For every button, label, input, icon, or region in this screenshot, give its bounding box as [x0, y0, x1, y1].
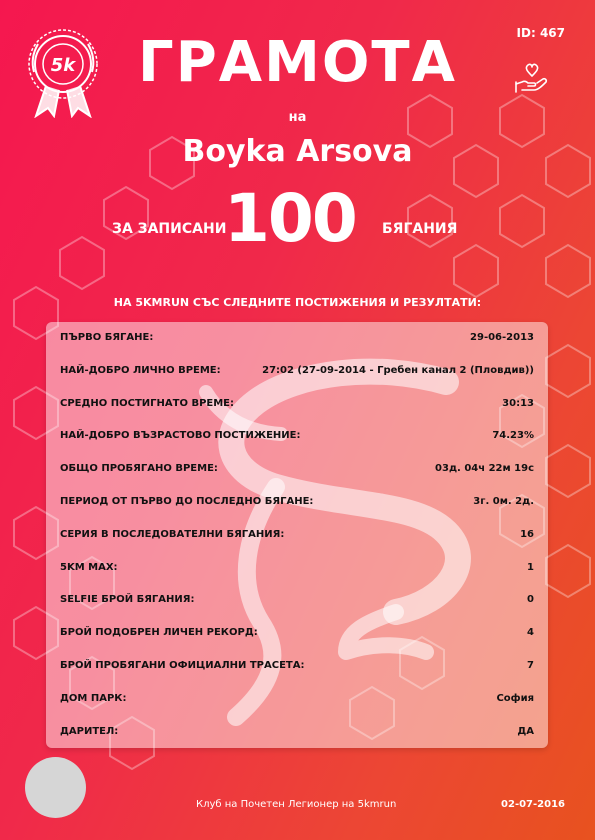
stat-value: 03д. 04ч 22м 19с	[435, 463, 534, 475]
recipient-name: Boyka Arsova	[182, 134, 413, 169]
stat-value: София	[496, 692, 534, 704]
stat-value: 74.23%	[492, 430, 534, 442]
stat-label: ОБЩО ПРОБЯГАНО ВРЕМЕ:	[60, 463, 218, 475]
stat-label: ДОМ ПАРК:	[60, 692, 127, 704]
stat-label: СРЕДНО ПОСТИГНАТО ВРЕМЕ:	[60, 397, 235, 409]
stat-label: ПЪРВО БЯГАНЕ:	[60, 332, 154, 343]
runs-count-row	[0, 180, 595, 270]
certificate-title: ГРАМОТА	[138, 30, 457, 95]
achievements-intro: НА 5KMRUN СЪС СЛЕДНИТЕ ПОСТИЖЕНИЯ И РЕЗУЛТАТИ:	[113, 296, 482, 309]
stat-row	[46, 322, 548, 355]
stat-label: БРОЙ ПОДОБРЕН ЛИЧЕН РЕКОРД:	[60, 627, 258, 639]
club-caption: Клуб на Почетен Легионер на 5kmrun	[196, 799, 397, 810]
stat-value: 29-06-2013	[470, 332, 534, 343]
stat-label: НАЙ-ДОБРО ВЪЗРАСТОВО ПОСТИЖЕНИЕ:	[60, 430, 301, 442]
stat-row	[46, 584, 548, 617]
stat-value: ДА	[517, 725, 534, 737]
stat-label: БРОЙ ПРОБЯГАНИ ОФИЦИАЛНИ ТРАСЕТА:	[60, 659, 305, 671]
stat-row	[46, 650, 548, 683]
stat-label: НАЙ-ДОБРО ЛИЧНО ВРЕМЕ:	[60, 364, 221, 376]
stat-label: SELFIE БРОЙ БЯГАНИЯ:	[60, 594, 195, 606]
stat-value: 16	[520, 528, 534, 540]
stat-row	[46, 716, 548, 748]
stat-row	[46, 420, 548, 453]
stat-row	[46, 453, 548, 486]
preposition-on: на	[288, 110, 307, 125]
stat-value: 0	[527, 594, 534, 606]
stat-value: 30:13	[502, 397, 534, 409]
stat-row	[46, 552, 548, 585]
stat-value: 1	[527, 561, 534, 573]
stat-value: 27:02 (27-09-2014 - Гребен канал 2 (Пловдив))	[262, 364, 534, 376]
stat-value: 7	[527, 659, 534, 671]
count-suffix: БЯГАНИЯ	[382, 221, 458, 237]
stat-label: ДАРИТЕЛ:	[60, 725, 119, 737]
count-prefix: ЗА ЗАПИСАНИ	[112, 221, 227, 237]
stat-row	[46, 355, 548, 388]
achievements-table	[46, 322, 548, 748]
stat-row	[46, 683, 548, 716]
issue-date: 02-07-2016	[501, 799, 565, 810]
stat-row	[46, 388, 548, 421]
stat-label: СЕРИЯ В ПОСЛЕДОВАТЕЛНИ БЯГАНИЯ:	[60, 528, 285, 540]
stat-row	[46, 617, 548, 650]
stat-label: ПЕРИОД ОТ ПЪРВО ДО ПОСЛЕДНО БЯГАНЕ:	[60, 495, 314, 507]
stat-value: 4	[527, 627, 534, 639]
svg-text:5k: 5k	[50, 55, 76, 76]
stat-row	[46, 486, 548, 519]
stat-value: 3г. 0м. 2д.	[473, 495, 534, 507]
runs-count: 100	[224, 180, 356, 257]
certificate-id: ID: 467	[516, 26, 565, 40]
stat-label: 5KM MAX:	[60, 561, 118, 573]
avatar	[25, 757, 86, 818]
stat-row	[46, 519, 548, 552]
